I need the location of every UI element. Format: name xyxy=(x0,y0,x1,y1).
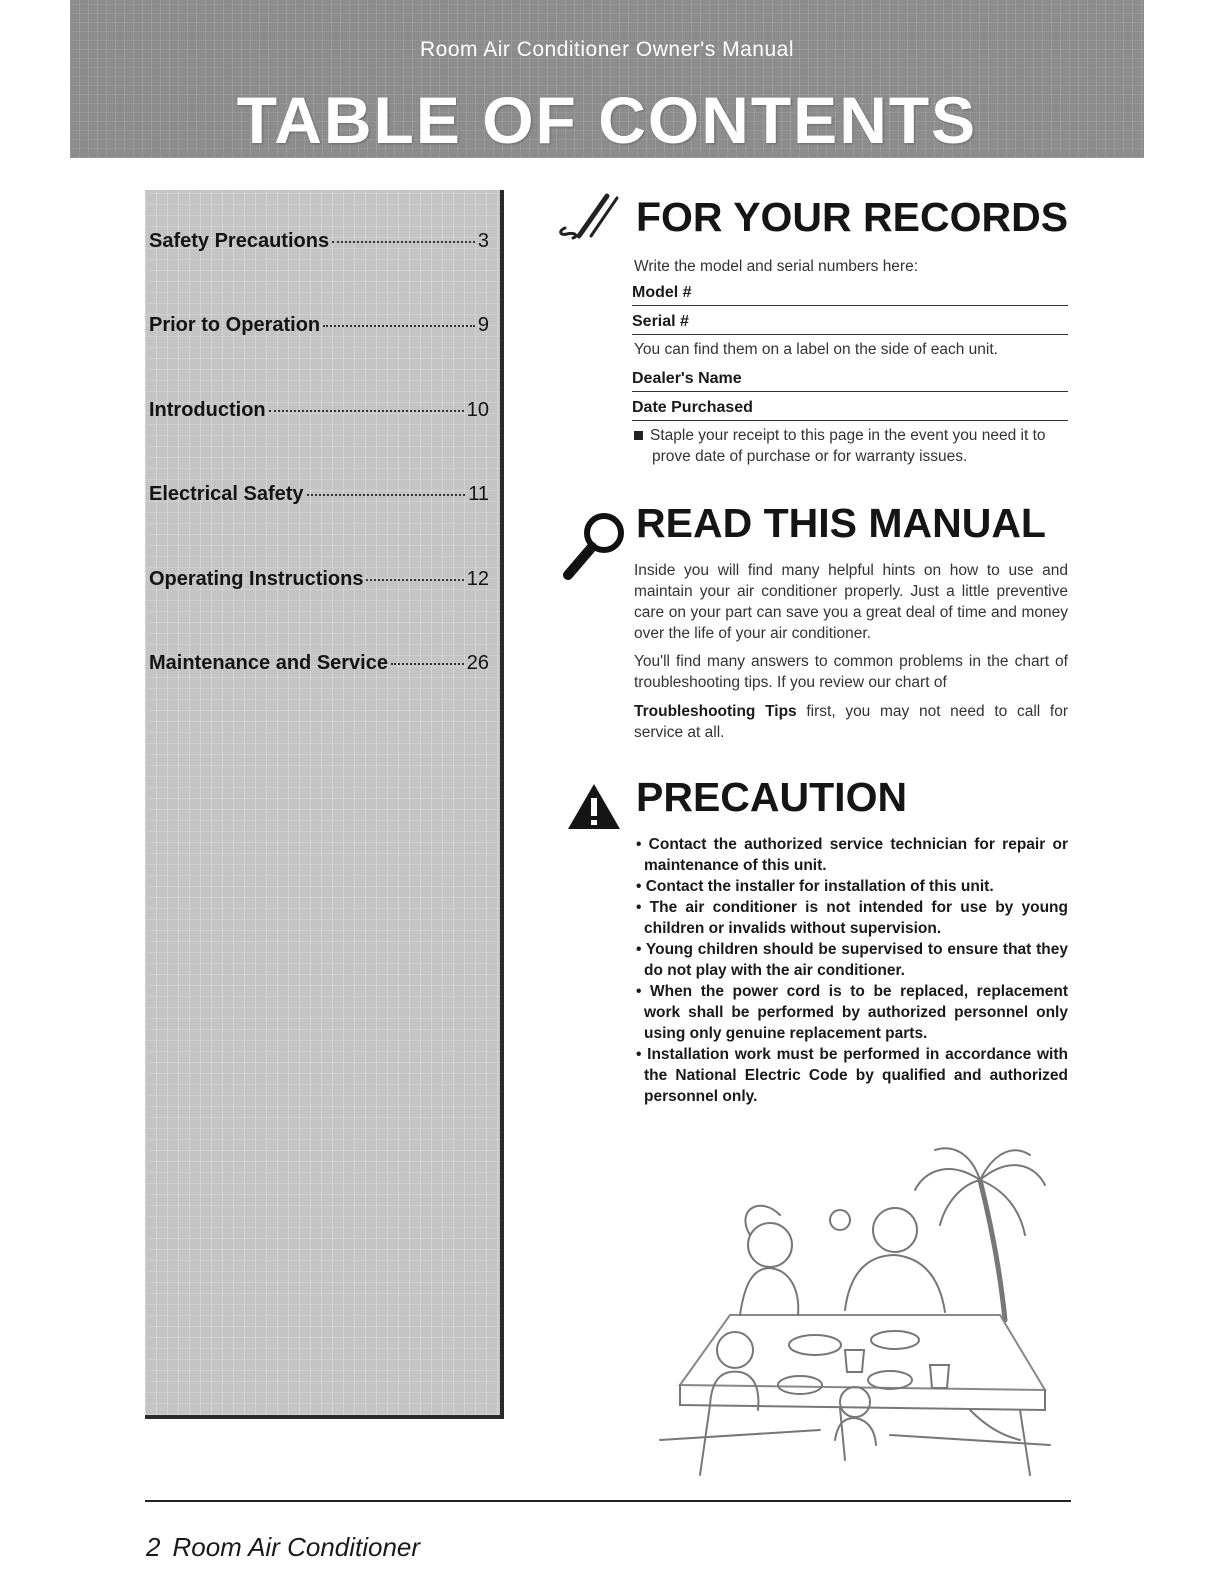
toc-item-safety-precautions[interactable] xyxy=(149,230,489,260)
toc-leader-dots xyxy=(307,494,466,496)
manual-heading: READ THIS MANUAL xyxy=(636,500,1046,546)
toc-item-title: Introduction xyxy=(149,399,266,421)
precaution-item: • The air conditioner is not intended for use by young children or invalids without supervision. xyxy=(636,899,1068,937)
date-purchased-field[interactable] xyxy=(632,395,1068,421)
toc-panel xyxy=(145,190,504,1419)
dealer-name-field[interactable] xyxy=(632,366,1068,392)
model-label: Model # xyxy=(632,284,692,301)
toc-item-title: Operating Instructions xyxy=(149,568,364,590)
page-number: 2 xyxy=(146,1532,161,1562)
toc-item-title: Maintenance and Service xyxy=(149,652,388,674)
toc-item-page: 11 xyxy=(468,483,489,505)
precaution-item: • Contact the installer for installation of this unit. xyxy=(636,878,994,895)
toc-item-electrical-safety[interactable] xyxy=(149,483,489,513)
toc-leader-dots xyxy=(269,410,464,412)
header-banner xyxy=(70,0,1144,158)
toc-leader-dots xyxy=(323,325,475,327)
toc-item-page: 3 xyxy=(477,230,489,252)
toc-leader-dots xyxy=(332,241,475,243)
manual-subtitle: Room Air Conditioner Owner's Manual xyxy=(420,38,794,61)
manual-para-3-rest: first, you may not need to call for service at all. xyxy=(634,703,1068,741)
manual-para-2: You'll find many answers to common problems in the chart of troubleshooting tips. If you review our chart of xyxy=(634,653,1068,691)
toc-item-page: 9 xyxy=(477,314,489,336)
footer-rule xyxy=(145,1500,1071,1502)
square-bullet-icon xyxy=(634,431,643,440)
toc-item-page: 10 xyxy=(466,399,489,421)
toc-item-title: Electrical Safety xyxy=(149,483,304,505)
pencil-icon xyxy=(555,192,625,249)
dealer-name-label: Dealer's Name xyxy=(632,370,742,387)
toc-item-page: 26 xyxy=(466,652,489,674)
toc-item-page: 12 xyxy=(466,568,489,590)
staple-note xyxy=(634,425,1086,467)
page-title: TABLE OF CONTENTS xyxy=(236,83,978,157)
toc-item-prior-to-operation[interactable] xyxy=(149,314,489,344)
records-intro: Write the model and serial numbers here: xyxy=(634,258,919,275)
toc-leader-dots xyxy=(366,579,463,581)
model-field[interactable] xyxy=(632,280,1068,306)
picnic-illustration xyxy=(640,1140,1060,1490)
precaution-list xyxy=(636,834,1068,1107)
precaution-item: • Young children should be supervised to ensure that they do not play with the air conditioner. xyxy=(636,941,1068,979)
toc-item-title: Safety Precautions xyxy=(149,230,330,252)
serial-field[interactable] xyxy=(632,309,1068,335)
records-heading: FOR YOUR RECORDS xyxy=(636,194,1069,240)
troubleshooting-tips-link: Troubleshooting Tips xyxy=(634,703,797,720)
page-footer xyxy=(146,1532,420,1563)
manual-para-1: Inside you will find many helpful hints on how to use and maintain your air conditioner properly. Just a little preventive care on your part can save you a great deal of time and money over the life of your air conditioner. xyxy=(634,562,1068,642)
footer-title: Room Air Conditioner xyxy=(172,1532,421,1562)
magnifier-icon xyxy=(560,505,630,586)
manual-para-3 xyxy=(634,701,1068,743)
toc-item-operating-instructions[interactable] xyxy=(149,568,489,598)
serial-label: Serial # xyxy=(632,313,689,330)
precaution-heading: PRECAUTION xyxy=(636,774,908,820)
date-purchased-label: Date Purchased xyxy=(632,399,753,416)
precaution-item: • Installation work must be performed in accordance with the National Electric Code by qualified and authorized personnel only. xyxy=(636,1046,1068,1105)
toc-item-title: Prior to Operation xyxy=(149,314,321,336)
staple-note-text: Staple your receipt to this page in the event you need it to prove date of purchase or for warranty issues. xyxy=(650,427,1046,465)
precaution-item: • When the power cord is to be replaced, replacement work shall be performed by authorized personnel only using only genuine replacement parts. xyxy=(636,983,1068,1042)
label-location-note: You can find them on a label on the side of each unit. xyxy=(634,341,998,358)
toc-leader-dots xyxy=(391,663,464,665)
warning-icon xyxy=(566,782,622,837)
toc-item-maintenance-and-service[interactable] xyxy=(149,652,489,682)
toc-item-introduction[interactable] xyxy=(149,399,489,429)
precaution-item: • Contact the authorized service technician for repair or maintenance of this unit. xyxy=(636,836,1068,874)
